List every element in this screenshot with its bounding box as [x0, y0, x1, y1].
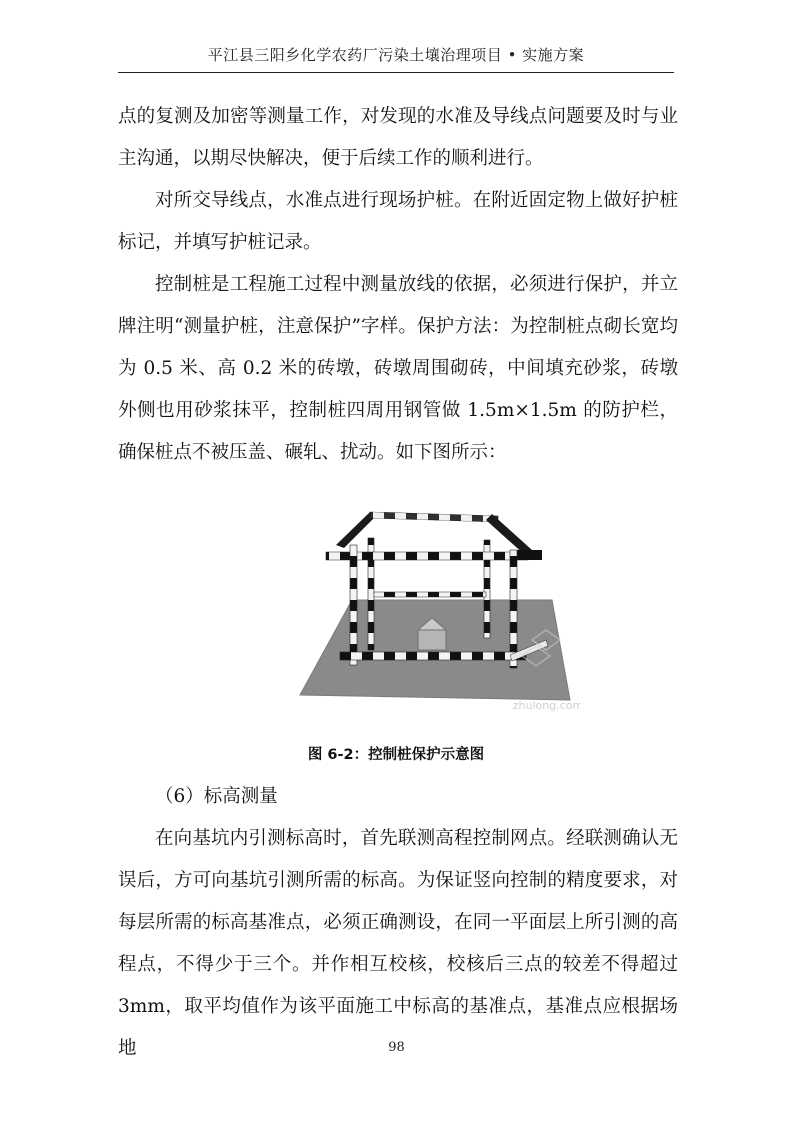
fence-illustration	[296, 490, 581, 715]
header-divider	[118, 72, 674, 73]
paragraph-control-stake: 控制桩是工程施工过程中测量放线的依据，必须进行保护，并立牌注明“测量护桩，注意保护”字样。保护方法：为控制桩点砌长宽均为 0.5 米、高 0.2 米的砖墩，砖墩周围砌砖，中间填充砂浆，砖墩外侧也用砂浆抹平，控制桩四周用钢管做 1.5m×1.5m 的防护栏，确保桩点不被压盖、碾轧、扰动。如下图所示：	[118, 274, 678, 463]
figure-caption: 图 6-2：控制桩保护示意图	[307, 747, 485, 763]
mid-rails	[374, 592, 486, 597]
paragraph-survey-continuation: 点的复测及加密等测量工作，对发现的水准及导线点问题要及时与业主沟通，以期尽快解决，便于后续工作的顺利进行。	[118, 106, 678, 169]
paragraph-stake-protection: 对所交导线点，水准点进行现场护桩。在附近固定物上做好护桩标记，并填写护桩记录。	[118, 190, 678, 253]
body-text-top	[118, 96, 678, 474]
paragraph-elevation-survey: 在向基坑内引测标高时，首先联测高程控制网点。经联测确认无误后，方可向基坑引测所需的标高。为保证竖向控制的精度要求，对每层所需的标高基准点，必须正确测设，在同一平面层上所引测的高程点，不得少于三个。并作相互校核，校核后三点的较差不得超过 3mm，取平均值作为该平面施工中标高的基准点，基准点应根据场地	[118, 828, 678, 1059]
watermark-text: zhulong.com	[512, 699, 581, 712]
page-number: 98	[388, 1040, 405, 1055]
page-header: 平江县三阳乡化学农药厂污染土壤治理项目 • 实施方案	[207, 46, 585, 64]
section-heading: （6）标高测量	[155, 786, 278, 807]
control-stake-protection-figure	[296, 490, 581, 715]
body-text-bottom	[118, 776, 678, 1070]
